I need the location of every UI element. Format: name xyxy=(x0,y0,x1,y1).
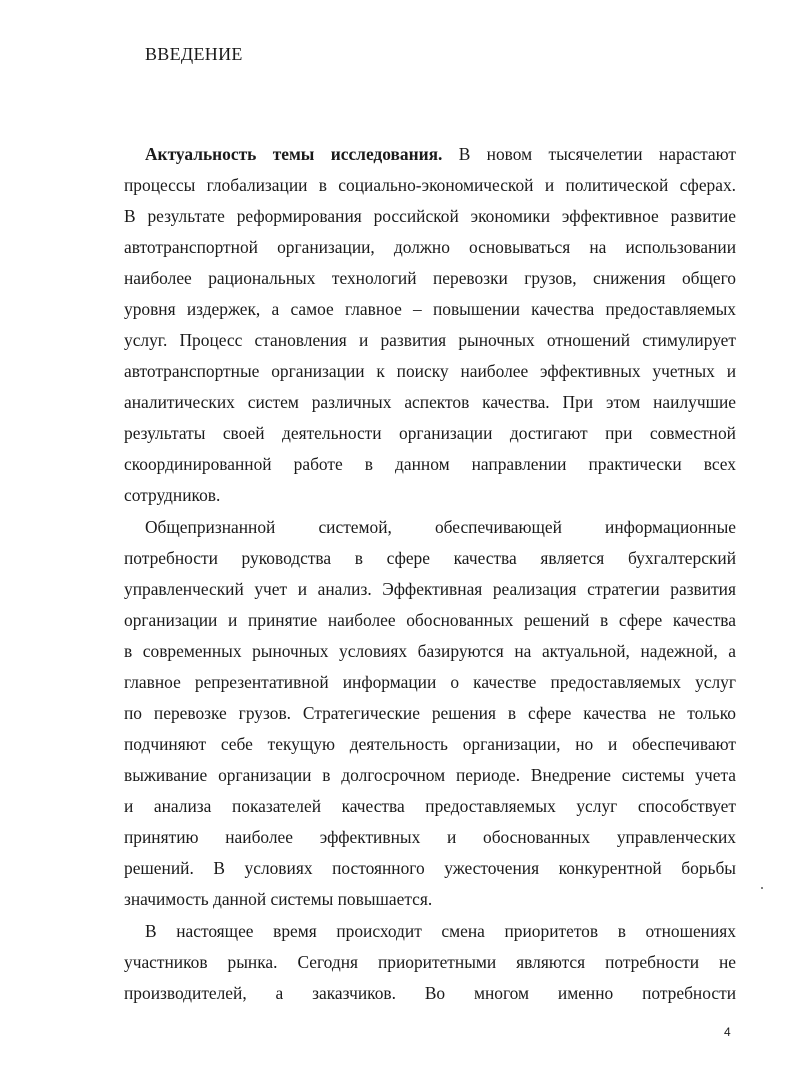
paragraph-line: наиболее рациональных технологий перевозки грузов, снижения общего xyxy=(124,268,736,288)
paragraph-line: и анализа показателей качества предоставляемых услуг способствует xyxy=(124,796,736,816)
paragraph-line: управленческий учет и анализ. Эффективная реализация стратегии развития xyxy=(124,579,736,599)
paragraph-line: решений. В условиях постоянного ужесточения конкурентной борьбы xyxy=(124,858,736,878)
paragraph-line: Актуальность темы исследования. В новом тысячелетии нарастают xyxy=(145,144,736,164)
paragraph-line: процессы глобализации в социально-экономической и политической сферах. xyxy=(124,175,736,195)
paragraph-line: сотрудников. xyxy=(124,485,221,505)
paragraph-line: услуг. Процесс становления и развития рыночных отношений стимулирует xyxy=(124,330,736,350)
paragraph-line: принятию наиболее эффективных и обоснованных управленческих xyxy=(124,827,736,847)
paragraph-management-accounting xyxy=(124,512,736,915)
paragraph-line: автотранспортной организации, должно основываться на использовании xyxy=(124,237,736,257)
paragraph-line: Общепризнанной системой, обеспечивающей информационные xyxy=(145,517,736,537)
paragraph-line: в современных рыночных условиях базируются на актуальной, надежной, а xyxy=(124,641,736,661)
page-heading: ВВЕДЕНИЕ xyxy=(145,44,243,64)
paragraph-line: результаты своей деятельности организации достигают при совместной xyxy=(124,423,736,443)
paragraph-line: аналитических систем различных аспектов качества. При этом наилучшие xyxy=(124,392,736,412)
paragraph-relevance xyxy=(124,139,736,511)
paragraph-line: В результате реформирования российской экономики эффективное развитие xyxy=(124,206,736,226)
paragraph-line: участников рынка. Сегодня приоритетными являются потребности не xyxy=(124,952,736,972)
paragraph-line: потребности руководства в сфере качества является бухгалтерский xyxy=(124,548,736,568)
paragraph-line: автотранспортные организации к поиску наиболее эффективных учетных и xyxy=(124,361,736,381)
paragraph-market-priorities xyxy=(124,916,736,1009)
paragraph-line: выживание организации в долгосрочном периоде. Внедрение системы учета xyxy=(124,765,736,785)
page-number: 4 xyxy=(724,1025,731,1039)
scan-speck xyxy=(761,887,763,889)
paragraph-line: подчиняют себе текущую деятельность организации, но и обеспечивают xyxy=(124,734,736,754)
paragraph-line: значимость данной системы повышается. xyxy=(124,889,433,909)
lead-bold-text: Актуальность темы исследования. xyxy=(145,144,443,164)
paragraph-line: организации и принятие наиболее обоснованных решений в сфере качества xyxy=(124,610,736,630)
paragraph-line: скоординированной работе в данном направлении практически всех xyxy=(124,454,736,474)
paragraph-line: главное репрезентативной информации о качестве предоставляемых услуг xyxy=(124,672,736,692)
paragraph-line: уровня издержек, а самое главное – повышении качества предоставляемых xyxy=(124,299,736,319)
paragraph-line: по перевозке грузов. Стратегические решения в сфере качества не только xyxy=(124,703,736,723)
paragraph-line: производителей, а заказчиков. Во многом именно потребности xyxy=(124,983,736,1003)
paragraph-line: В настоящее время происходит смена приоритетов в отношениях xyxy=(145,921,736,941)
